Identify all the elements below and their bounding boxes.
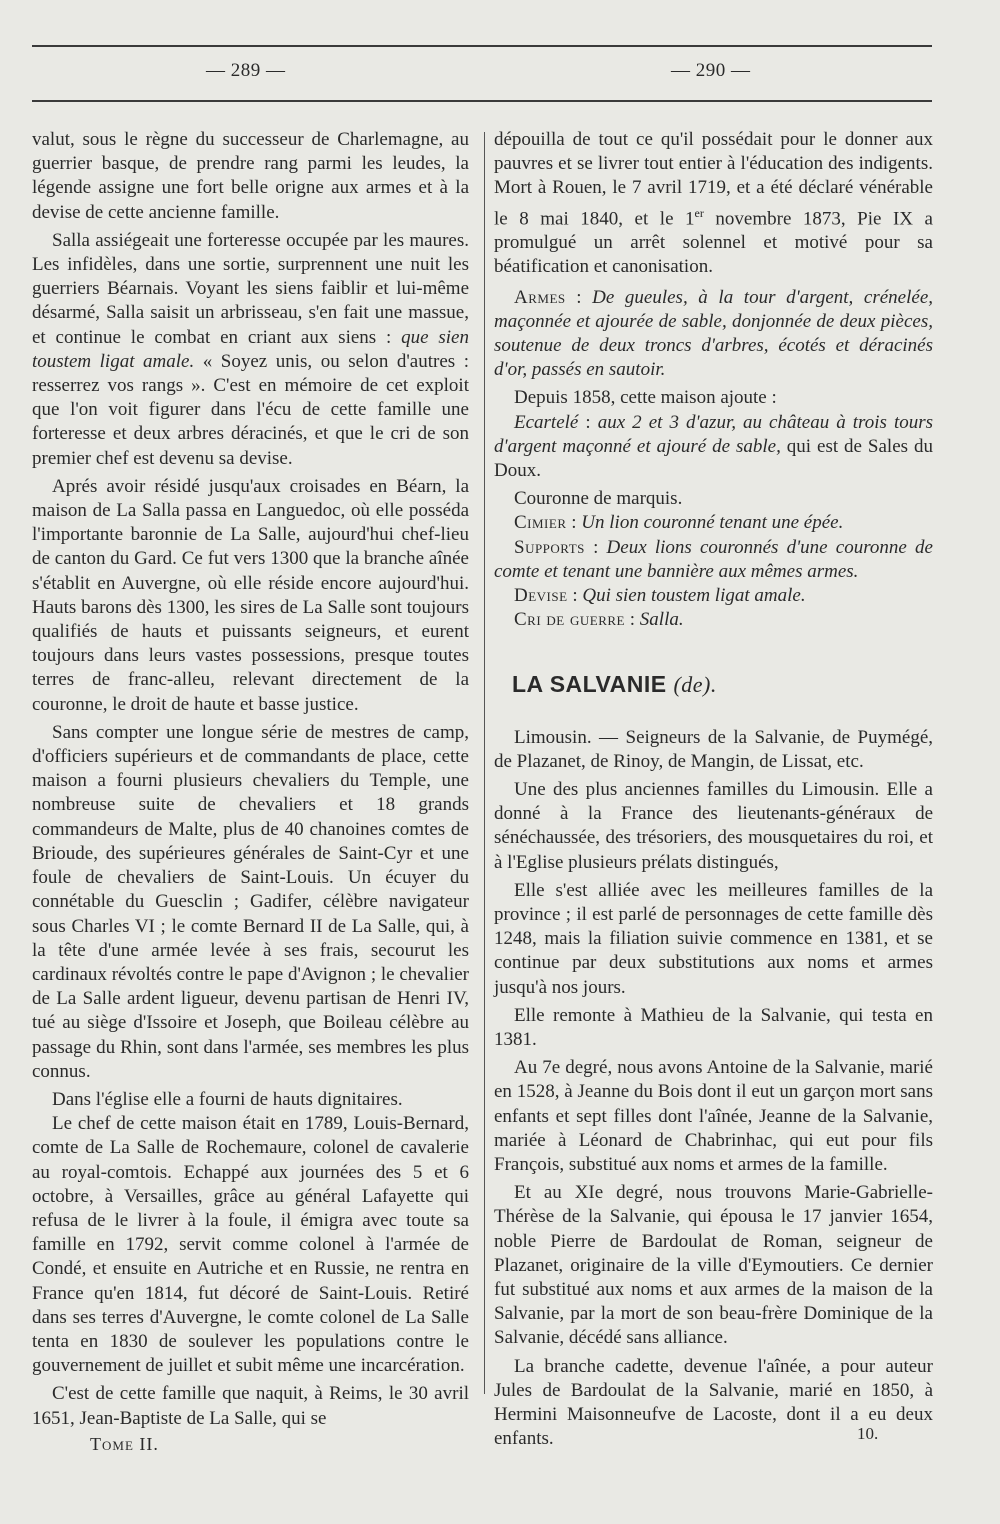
column-divider xyxy=(484,132,485,1394)
supports-line: Supports : Deux lions couronnés d'une couronne de comte et tenant une bannière aux mêmes armes. xyxy=(494,536,933,582)
paragraph: Depuis 1858, cette maison ajoute : xyxy=(514,387,777,409)
paragraph: Dans l'église elle a fourni de hauts dignitaires. xyxy=(52,1088,403,1110)
armes-label: Armes xyxy=(514,286,566,308)
paragraph: Le chef de cette maison était en 1789, Louis-Bernard, comte de La Salle de Rochemaure, colonel de cavalerie au royal-comtois. Echappé aux journées des 5 et 6 octobre, à Versailles, grâce au général Lafayette qui refusa de le livrer à la foule, il émigra avec toute sa famille en 1792, servit comme colonel à l'armée de Condé, et ensuite en Autriche et en Russie, ne rentra en France qu'en 1814, fut décoré de Saint-Louis. Retiré dans ses terres d'Auvergne, le comte colonel de La Salle tenta en 1830 de soulever les populations contre le gouvernement de juillet et subit même une incarcération. xyxy=(32,1113,469,1377)
page-number-left: — 289 — xyxy=(206,60,286,81)
armes-line: Armes : De gueules, à la tour d'argent, crénelée, maçonnée et ajourée de sable, donjonnée de deux pièces, soutenue de deux troncs d'arbres, écotés et déracinés d'or, passés en sautoir. xyxy=(494,286,934,381)
paragraph: Aprés avoir résidé jusqu'aux croisades en Béarn, la maison de La Salla passa en Languedoc, où elle posséda l'importante baronnie de La Salle, aujourd'hui chef-lieu de canton du Gard. Ce fut vers 1300 que la branche aînée s'établit en Auvergne, où elle réside encore aujourd'hui. Hauts barons dès 1300, les sires de La Salle sont toujours qualifiés de hauts et puissants seigneurs, et eurent toujours dans leurs vastes possessions, presque toutes terres de franc-alleu, relevant directement de la couronne, le droit de haute et basse justice. xyxy=(32,475,469,715)
paragraph: dépouilla de tout ce qu'il possédait pour le donner aux pauvres et se livrer tout entier à l'éducation des indigents. Mort à Rouen, le 7 avril 1719, et a été déclaré vénérable le 8 mai 1840, et le 1er novembre 1873, Pie IX a promulgué un arrêt solennel et motivé pour sa béatification et canonisation. xyxy=(494,129,933,278)
cimier-line: Cimier : Un lion couronné tenant une épée. xyxy=(514,512,844,534)
paragraph: Au 7e degré, nous avons Antoine de la Salvanie, marié en 1528, à Jeanne du Bois dont il eut un garçon mort sans enfants et sept filles dont l'aînée, Jeanne de la Salvanie, mariée à Léonard de Chabrinhac, qui eut pour fils François, substitué aux noms et armes de la famille. xyxy=(494,1057,933,1176)
paragraph: Elle remonte à Mathieu de la Salvanie, qui testa en 1381. xyxy=(494,1004,933,1051)
cri-line: Cri de guerre : Salla. xyxy=(514,609,684,631)
section-heading: LA SALVANIE (de). xyxy=(512,671,717,698)
right-column xyxy=(494,128,933,1455)
signature-mark: 10. xyxy=(857,1424,879,1443)
tome-label: Tome II. xyxy=(90,1434,159,1454)
paragraph: Couronne de marquis. xyxy=(514,488,683,510)
paragraph: La branche cadette, devenue l'aînée, a pour auteur Jules de Bardoulat de la Salvanie, marié en 1850, à Hermini Maisonneufve de Lacoste, dont il a eu deux enfants. xyxy=(494,1355,933,1450)
paragraph: Elle s'est alliée avec les meilleures familles de la province ; il est parlé de personnages de cette famille dès 1248, mais la filiation suivie commence en 1381, et se continue par deux substitutions aux noms et armes jusqu'à nos jours. xyxy=(494,879,933,998)
header-rule xyxy=(32,100,932,102)
paragraph: Et au XIe degré, nous trouvons Marie-Gabrielle-Thérèse de la Salvanie, qui épousa le 17 janvier 1654, noble Pierre de Bardoulat de Roman, seigneur de Plazanet, originaire de la ville d'Eymoutiers. Ce dernier fut substitué aux noms et aux armes de la maison de la Salvanie, par la mort de son beau-frère Dominique de la Salvanie, décédé sans alliance. xyxy=(494,1182,933,1349)
ecartele-line: Ecartelé : aux 2 et 3 d'azur, au château à trois tours d'argent maçonné et ajouré de sable, qui est de Sales du Doux. xyxy=(494,411,934,481)
top-rule xyxy=(32,45,932,47)
paragraph: Salla assiégeait une forteresse occupée par les maures. Les infidèles, dans une sortie, surprennent une nuit les guerriers Béarnais. Voyant les siens faiblir et lui-même désarmé, Salla saisit un arbrisseau, s'en fait une massue, et continue le combat en criant aux siens : que sien toustem ligat amale. « Soyez unis, ou selon d'autres : resserrez vos rangs ». C'est en mémoire de cet exploit que l'on voit figurer dans l'écu de cette famille une forteresse et deux arbres déracinés, et que le cri de son premier chef est devenu sa devise. xyxy=(32,229,469,469)
paragraph: Une des plus anciennes familles du Limousin. Elle a donné à la France des lieutenants-généraux de sénéchaussée, des trésoriers, des mousquetaires du roi, et à l'Eglise plusieurs prélats distingués, xyxy=(494,779,933,873)
paragraph: valut, sous le règne du successeur de Charlemagne, au guerrier basque, de prendre rang parmi les leudes, la légende assigne une fort belle origne aux armes et à la devise de cette ancienne famille. xyxy=(32,129,469,223)
paragraph: Limousin. — Seigneurs de la Salvanie, de Puymégé, de Plazanet, de Rinoy, de Mangin, de Lissat, etc. xyxy=(494,726,933,772)
paragraph: C'est de cette famille que naquit, à Reims, le 30 avril 1651, Jean-Baptiste de La Salle, qui se xyxy=(32,1383,469,1429)
paragraph: Sans compter une longue série de mestres de camp, d'officiers supérieurs et de commandants de place, cette maison a fourni plusieurs chevaliers du Temple, une nombreuse suite de chevaliers et 18 grands commandeurs de Malte, plus de 40 chanoines comtes de Brioude, des supérieures générales de Saint-Cyr et une foule de chevaliers de Saint-Louis. Un écuyer du connétable du Guesclin ; Gadifer, célèbre navigateur sous Charles VI ; le comte Bernard II de La Salle, qui, à la tête d'une armée levée à ses frais, secourut les cardinaux révoltés contre le pape d'Avignon ; le chevalier de La Salle ardent ligueur, devenu partisan de Henri IV, tué au siège d'Issoire et Joseph, que Boileau célèbre au passage du Rhin, sont dans l'armée, ses membres les plus connus. xyxy=(32,721,469,1082)
page-number-right: — 290 — xyxy=(671,60,751,81)
left-column xyxy=(32,128,469,1435)
devise-line: Devise : Qui sien toustem ligat amale. xyxy=(514,584,806,606)
